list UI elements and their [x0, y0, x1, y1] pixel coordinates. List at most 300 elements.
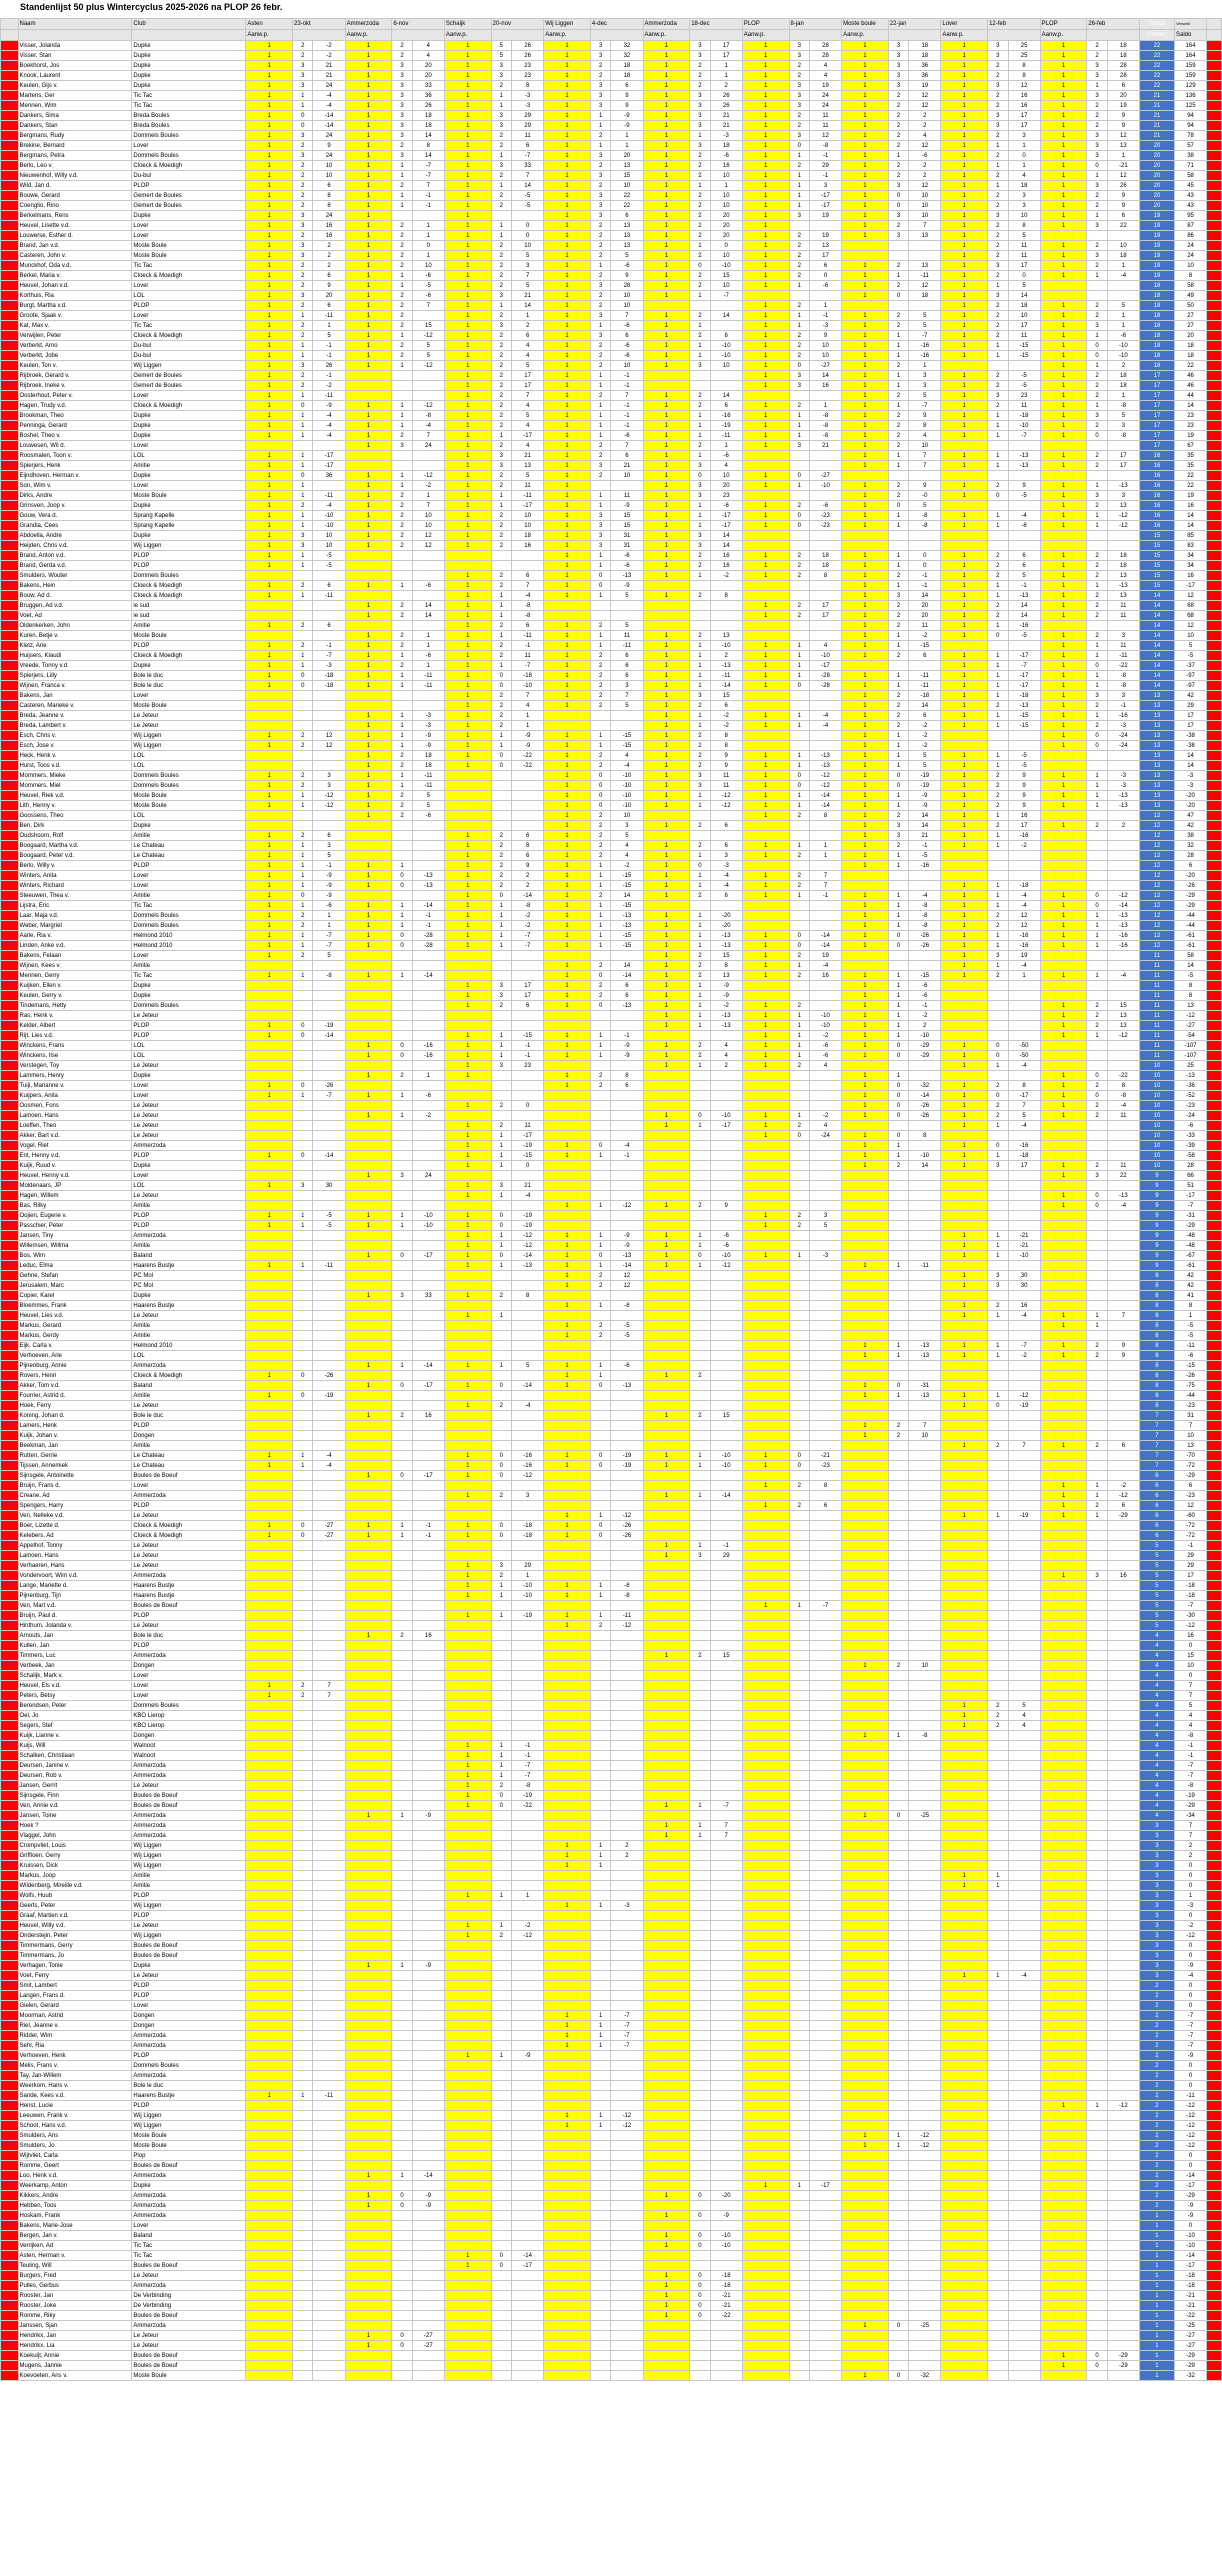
round-saldo-cell: -8 — [1008, 521, 1040, 531]
round-saldo-cell — [611, 601, 643, 611]
round-saldo-cell: 24 — [809, 91, 841, 101]
attendance-cell: 1 — [246, 161, 293, 171]
round-saldo-cell — [412, 1431, 444, 1441]
round-saldo-cell: 13 — [1107, 501, 1139, 511]
round-points-cell — [293, 1421, 313, 1431]
round-saldo-cell — [412, 1281, 444, 1291]
total-saldo-cell: 13 — [1175, 1001, 1207, 1011]
attendance-cell: 1 — [742, 651, 789, 661]
attendance-cell: 1 — [444, 301, 491, 311]
attendance-cell: 1 — [941, 1351, 988, 1361]
club-name: PLOP — [132, 181, 246, 191]
attendance-cell: 1 — [345, 471, 392, 481]
round-saldo-cell — [611, 1061, 643, 1071]
total-saldo-cell: 24 — [1175, 251, 1207, 261]
attendance-cell — [345, 1351, 392, 1361]
attendance-cell — [742, 1391, 789, 1401]
round-saldo-cell: -13 — [1008, 701, 1040, 711]
round-saldo-cell — [412, 391, 444, 401]
round-saldo-cell — [909, 1411, 941, 1421]
attendance-cell: 1 — [246, 411, 293, 421]
attendance-cell: 1 — [941, 801, 988, 811]
round-points-cell — [690, 1141, 710, 1151]
round-saldo-cell: 7 — [809, 881, 841, 891]
table-row — [1, 1061, 1222, 1071]
attendance-cell: 1 — [246, 551, 293, 561]
round-saldo-cell: -16 — [909, 351, 941, 361]
row-marker — [1, 371, 19, 381]
attendance-cell — [246, 981, 293, 991]
attendance-cell: 1 — [941, 1141, 988, 1151]
round-saldo-cell: -12 — [1008, 1391, 1040, 1401]
round-saldo-cell: -1 — [512, 1041, 544, 1051]
attendance-cell — [345, 451, 392, 461]
club-name: Cloeck & Moedigh — [132, 651, 246, 661]
round-points-cell — [392, 1201, 412, 1211]
round-saldo-cell — [412, 1061, 444, 1071]
total-points-cell: 9 — [1139, 1231, 1174, 1241]
table-row — [1, 1411, 1222, 1421]
round-saldo-cell: 4 — [512, 401, 544, 411]
attendance-cell: 1 — [544, 491, 591, 501]
round-saldo-cell — [1008, 1321, 1040, 1331]
row-marker — [1207, 1301, 1222, 1311]
round-points-cell: 2 — [491, 381, 511, 391]
round-points-cell: 2 — [789, 571, 809, 581]
attendance-cell — [742, 831, 789, 841]
round-points-cell: 3 — [590, 51, 610, 61]
total-saldo-cell: -37 — [1175, 661, 1207, 671]
attendance-cell: 1 — [444, 471, 491, 481]
round-saldo-cell — [611, 1471, 643, 1481]
attendance-cell: 1 — [246, 131, 293, 141]
round-points-cell: 1 — [988, 661, 1008, 671]
round-saldo-cell: 3 — [313, 781, 345, 791]
round-saldo-cell: -18 — [1008, 691, 1040, 701]
attendance-cell: 1 — [246, 71, 293, 81]
round-saldo-cell: 29 — [809, 161, 841, 171]
round-points-cell — [392, 1281, 412, 1291]
table-row — [1, 1441, 1222, 1451]
round-saldo-cell: -4 — [1107, 271, 1139, 281]
table-row — [1, 1201, 1222, 1211]
round-points-cell: 2 — [789, 551, 809, 561]
row-marker — [1, 291, 19, 301]
row-marker — [1207, 731, 1222, 741]
round-saldo-cell — [710, 1101, 742, 1111]
round-points-cell: 1 — [590, 111, 610, 121]
attendance-cell — [742, 1201, 789, 1211]
attendance-cell: 1 — [1040, 791, 1087, 801]
attendance-cell — [246, 1191, 293, 1201]
attendance-cell — [643, 1151, 690, 1161]
round-saldo-cell — [313, 981, 345, 991]
attendance-cell: 1 — [345, 291, 392, 301]
attendance-cell: 1 — [842, 851, 889, 861]
round-points-cell: 2 — [491, 701, 511, 711]
attendance-cell: 1 — [246, 851, 293, 861]
round-points-cell: 2 — [1087, 561, 1107, 571]
round-points-cell: 3 — [293, 221, 313, 231]
row-marker — [1, 1071, 19, 1081]
round-saldo-cell — [412, 1351, 444, 1361]
round-saldo-cell: 15 — [611, 171, 643, 181]
attendance-cell: 1 — [941, 1281, 988, 1291]
round-points-cell: 1 — [590, 591, 610, 601]
round-points-cell — [789, 491, 809, 501]
row-marker — [1, 271, 19, 281]
club-name: Le Chateau — [132, 841, 246, 851]
attendance-cell: 1 — [842, 281, 889, 291]
round-saldo-cell: -2 — [909, 1011, 941, 1021]
round-points-cell: 0 — [491, 681, 511, 691]
attendance-cell: 1 — [941, 561, 988, 571]
round-saldo-cell: 11 — [1107, 601, 1139, 611]
round-points-cell — [789, 1371, 809, 1381]
attendance-cell: 1 — [345, 1251, 392, 1261]
attendance-cell: 1 — [345, 261, 392, 271]
round-saldo-cell: 11 — [1107, 641, 1139, 651]
attendance-cell: 1 — [1040, 271, 1087, 281]
row-marker — [1207, 881, 1222, 891]
attendance-cell: 1 — [444, 1221, 491, 1231]
round-points-cell: 1 — [590, 911, 610, 921]
round-saldo-cell — [710, 1181, 742, 1191]
round-points-cell: 1 — [590, 1031, 610, 1041]
attendance-cell: 1 — [345, 1211, 392, 1221]
round-points-cell — [491, 1281, 511, 1291]
player-name: Fourrier, Astrid d. — [18, 1391, 132, 1401]
round-saldo-cell — [611, 1161, 643, 1171]
round-points-cell: 3 — [1087, 411, 1107, 421]
attendance-cell — [345, 1331, 392, 1341]
total-saldo-cell: 136 — [1175, 91, 1207, 101]
row-marker — [1, 971, 19, 981]
round-points-cell: 1 — [988, 671, 1008, 681]
attendance-cell: 1 — [345, 481, 392, 491]
round-saldo-cell: 3 — [1107, 421, 1139, 431]
attendance-cell: 1 — [941, 841, 988, 851]
club-name: Dupke — [132, 81, 246, 91]
total-points-cell: 20 — [1139, 151, 1174, 161]
round-points-cell: 1 — [392, 331, 412, 341]
round-points-cell: 1 — [1087, 671, 1107, 681]
attendance-cell — [842, 1321, 889, 1331]
attendance-cell — [444, 551, 491, 561]
round-saldo-cell: -3 — [710, 861, 742, 871]
attendance-cell: 1 — [941, 591, 988, 601]
round-saldo-cell: -11 — [909, 681, 941, 691]
row-marker — [1, 1401, 19, 1411]
attendance-cell: 1 — [444, 581, 491, 591]
round-points-cell — [1087, 861, 1107, 871]
round-saldo-cell: -15 — [611, 901, 643, 911]
round-points-cell: 2 — [1087, 391, 1107, 401]
table-row — [1, 1361, 1222, 1371]
round-saldo-cell: 18 — [909, 41, 941, 51]
round-saldo-cell: 3 — [1107, 691, 1139, 701]
total-points-cell: 16 — [1139, 511, 1174, 521]
round-points-cell: 1 — [491, 1031, 511, 1041]
round-points-cell — [491, 971, 511, 981]
attendance-cell — [742, 451, 789, 461]
round-points-cell: 2 — [293, 951, 313, 961]
attendance-cell: 1 — [444, 1231, 491, 1241]
attendance-cell: 1 — [544, 1271, 591, 1281]
total-points-cell: 14 — [1139, 641, 1174, 651]
attendance-cell — [1040, 1381, 1087, 1391]
attendance-cell: 1 — [246, 181, 293, 191]
round-points-cell — [293, 1011, 313, 1021]
round-points-cell — [1087, 1211, 1107, 1221]
attendance-cell: 1 — [544, 281, 591, 291]
attendance-cell — [444, 1271, 491, 1281]
round-points-cell: 1 — [789, 801, 809, 811]
player-name: Kuijk, Ruud v. — [18, 1161, 132, 1171]
attendance-cell: 1 — [544, 891, 591, 901]
round-saldo-cell: -6 — [611, 561, 643, 571]
round-saldo-cell: -7 — [512, 941, 544, 951]
player-name: Keulen, Gijs v. — [18, 81, 132, 91]
attendance-cell — [544, 1391, 591, 1401]
round-saldo-cell: -4 — [1008, 961, 1040, 971]
attendance-cell — [544, 1291, 591, 1301]
round-points-cell: 2 — [392, 321, 412, 331]
attendance-cell — [1040, 1271, 1087, 1281]
attendance-cell: 1 — [444, 981, 491, 991]
round-points-cell: 0 — [392, 881, 412, 891]
round-saldo-cell: -19 — [512, 1211, 544, 1221]
table-row — [1, 451, 1222, 461]
round-points-cell: 3 — [491, 291, 511, 301]
round-saldo-cell: -9 — [611, 1041, 643, 1051]
round-points-cell — [988, 1201, 1008, 1211]
attendance-cell: 1 — [941, 1091, 988, 1101]
row-marker — [1207, 1041, 1222, 1051]
club-name: Amitie — [132, 1331, 246, 1341]
round-saldo-cell — [412, 1031, 444, 1041]
round-points-cell — [888, 1361, 908, 1371]
round-saldo-cell — [710, 1291, 742, 1301]
round-points-cell — [988, 1371, 1008, 1381]
attendance-cell — [1040, 831, 1087, 841]
round-points-cell — [1087, 751, 1107, 761]
total-points-cell: 16 — [1139, 461, 1174, 471]
round-saldo-cell — [412, 1491, 444, 1501]
round-points-cell: 2 — [690, 191, 710, 201]
attendance-cell — [742, 821, 789, 831]
round-saldo-cell: -13 — [710, 931, 742, 941]
attendance-cell: 1 — [444, 431, 491, 441]
row-marker — [1207, 1421, 1222, 1431]
round-points-cell: 2 — [293, 261, 313, 271]
attendance-cell — [1040, 1291, 1087, 1301]
round-points-cell: 1 — [590, 731, 610, 741]
round-saldo-cell: 17 — [809, 611, 841, 621]
round-points-cell: 1 — [1087, 81, 1107, 91]
row-marker — [1, 1001, 19, 1011]
total-points-cell: 18 — [1139, 351, 1174, 361]
round-points-cell: 2 — [888, 611, 908, 621]
row-marker — [1, 1481, 19, 1491]
round-saldo-cell: -15 — [512, 1151, 544, 1161]
round-points-cell: 2 — [491, 1001, 511, 1011]
row-marker — [1207, 131, 1222, 141]
player-name: Bergmans, Petra — [18, 151, 132, 161]
player-name: Hurst, Toos v.d. — [18, 761, 132, 771]
round-points-cell — [690, 1211, 710, 1221]
attendance-cell: 1 — [444, 1001, 491, 1011]
row-marker — [1, 1421, 19, 1431]
round-saldo-cell: -15 — [611, 871, 643, 881]
player-name: Burgt, Martha v.d. — [18, 301, 132, 311]
attendance-cell: 1 — [941, 711, 988, 721]
attendance-cell — [842, 1191, 889, 1201]
round-points-cell: 1 — [590, 1301, 610, 1311]
round-saldo-cell: -6 — [710, 1231, 742, 1241]
attendance-cell: 1 — [1040, 731, 1087, 741]
round-points-cell: 2 — [590, 981, 610, 991]
round-saldo-cell: -13 — [1008, 451, 1040, 461]
round-points-cell: 2 — [1087, 1081, 1107, 1091]
round-points-cell: 1 — [690, 1461, 710, 1471]
round-points-cell: 2 — [988, 791, 1008, 801]
round-points-cell: 1 — [690, 521, 710, 531]
round-saldo-cell: 11 — [710, 781, 742, 791]
round-saldo-cell: -9 — [710, 981, 742, 991]
round-points-cell — [690, 1281, 710, 1291]
attendance-cell — [643, 1401, 690, 1411]
round-points-cell — [392, 1131, 412, 1141]
round-points-cell — [789, 461, 809, 471]
attendance-cell: 1 — [643, 411, 690, 421]
attendance-cell — [544, 1191, 591, 1201]
attendance-cell: 1 — [246, 101, 293, 111]
round-points-cell — [789, 1401, 809, 1411]
round-saldo-cell — [1008, 471, 1040, 481]
attendance-cell — [842, 1471, 889, 1481]
club-name: Ammerzoda — [132, 1141, 246, 1151]
round-points-cell: 3 — [392, 61, 412, 71]
row-marker — [1207, 241, 1222, 251]
round-saldo-cell: 8 — [512, 1291, 544, 1301]
round-points-cell: 2 — [293, 771, 313, 781]
club-name: Wij Liggen — [132, 741, 246, 751]
round-saldo-cell: 7 — [909, 461, 941, 471]
round-saldo-cell — [710, 901, 742, 911]
round-points-cell: 1 — [789, 1051, 809, 1061]
row-marker — [1207, 81, 1222, 91]
round-saldo-cell — [512, 801, 544, 811]
round-saldo-cell: 8 — [512, 81, 544, 91]
attendance-cell: 1 — [1040, 481, 1087, 491]
round-points-cell: 1 — [888, 731, 908, 741]
player-name: Heijden, Chris v.d. — [18, 541, 132, 551]
attendance-cell: 1 — [246, 871, 293, 881]
row-marker — [1, 1151, 19, 1161]
total-points-cell: 13 — [1139, 751, 1174, 761]
attendance-cell: 1 — [444, 991, 491, 1001]
table-row — [1, 1171, 1222, 1181]
row-marker — [1207, 471, 1222, 481]
round-points-cell — [1087, 1121, 1107, 1131]
header-marker — [1207, 19, 1222, 30]
attendance-cell — [941, 1321, 988, 1331]
total-points-cell: 11 — [1139, 991, 1174, 1001]
player-name: Kletz, Arie — [18, 641, 132, 651]
row-marker — [1, 781, 19, 791]
round-saldo-cell — [809, 1441, 841, 1451]
round-points-cell: 3 — [491, 111, 511, 121]
attendance-cell: 1 — [1040, 451, 1087, 461]
round-saldo-cell: 12 — [1107, 171, 1139, 181]
round-saldo-cell — [412, 591, 444, 601]
round-points-cell: 1 — [392, 901, 412, 911]
round-saldo-cell: 12 — [412, 541, 444, 551]
round-saldo-cell: -11 — [313, 491, 345, 501]
round-saldo-cell — [1107, 621, 1139, 631]
round-saldo-cell — [710, 1081, 742, 1091]
attendance-cell: 1 — [246, 951, 293, 961]
attendance-cell: 1 — [444, 211, 491, 221]
round-points-cell — [392, 1231, 412, 1241]
round-saldo-cell: 16 — [1008, 1301, 1040, 1311]
attendance-cell: 1 — [544, 271, 591, 281]
round-points-cell: 3 — [491, 321, 511, 331]
round-saldo-cell — [313, 1001, 345, 1011]
attendance-cell: 1 — [544, 1081, 591, 1091]
round-points-cell: 2 — [888, 691, 908, 701]
round-points-cell — [789, 1171, 809, 1181]
round-saldo-cell — [412, 1461, 444, 1471]
round-points-cell — [392, 1101, 412, 1111]
round-points-cell: 1 — [988, 691, 1008, 701]
total-points-cell: 22 — [1139, 41, 1174, 51]
round-saldo-cell: 15 — [1107, 1001, 1139, 1011]
attendance-cell — [246, 1161, 293, 1171]
attendance-cell: 1 — [444, 531, 491, 541]
attendance-cell — [246, 1271, 293, 1281]
round-saldo-cell: 12 — [1008, 921, 1040, 931]
total-points-cell: 8 — [1139, 1401, 1174, 1411]
attendance-cell — [941, 531, 988, 541]
round-saldo-cell: 10 — [313, 541, 345, 551]
round-saldo-cell — [1107, 1401, 1139, 1411]
round-saldo-cell: 14 — [909, 821, 941, 831]
round-points-cell — [690, 1151, 710, 1161]
round-points-cell — [690, 1381, 710, 1391]
round-saldo-cell: -3 — [512, 101, 544, 111]
round-saldo-cell — [412, 311, 444, 321]
club-name: Dommels Boules — [132, 151, 246, 161]
round-points-cell — [392, 1141, 412, 1151]
round-points-cell: 1 — [789, 1041, 809, 1051]
round-points-cell: 1 — [988, 1151, 1008, 1161]
attendance-cell: 1 — [345, 91, 392, 101]
table-row — [1, 41, 1222, 51]
player-name: Moldenaars, JP — [18, 1181, 132, 1191]
round-points-cell: 1 — [293, 801, 313, 811]
round-points-cell: 2 — [1087, 1341, 1107, 1351]
round-saldo-cell: 5 — [909, 751, 941, 761]
round-saldo-cell: -11 — [412, 681, 444, 691]
round-points-cell: 1 — [590, 371, 610, 381]
club-name: Boules de Boeuf — [132, 1471, 246, 1481]
row-marker — [1207, 1151, 1222, 1161]
attendance-cell: 1 — [842, 601, 889, 611]
attendance-cell: 1 — [643, 491, 690, 501]
round-points-cell — [888, 1331, 908, 1341]
